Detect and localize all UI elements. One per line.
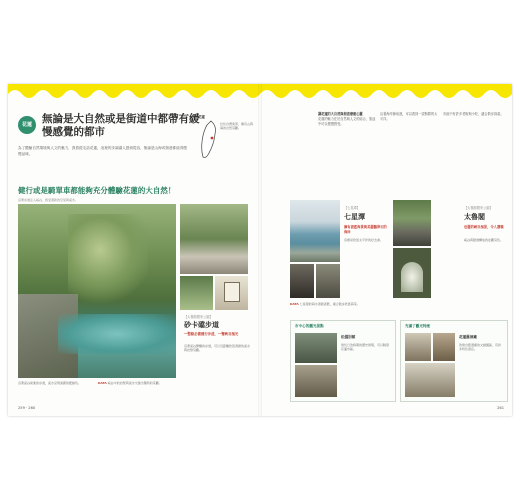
sights-photo-2: [295, 365, 337, 397]
plant-photo: [180, 276, 213, 310]
taiwan-map-box: [198, 114, 256, 174]
spot2-name: 太魯閣: [464, 212, 485, 221]
section-subnote: 沿著步道走入峽谷，感受清新的空氣與溪水。: [18, 198, 79, 202]
right-caption: [290, 302, 506, 306]
souvenir-photo-2: [433, 333, 455, 361]
gorge-road-photo: [393, 200, 431, 246]
map-label: 花蓮: [198, 115, 205, 119]
photo-caption-2: [98, 381, 178, 385]
souvenir-place-name: 花蓮舊酒廠: [459, 335, 477, 339]
taiwan-map-icon: [198, 120, 220, 160]
pebble-photo-1: [290, 264, 314, 298]
tunnel-photo: [393, 248, 431, 298]
souvenir-photo-1: [405, 333, 431, 361]
spot1-body: 這裡是欣賞太平洋的好去處。: [344, 238, 384, 242]
gorge-photo: [18, 204, 176, 378]
map-description: 位於台灣東部，擁有山與海的自然景觀。: [220, 122, 254, 131]
left-page: [8, 84, 260, 416]
sights-place-name: 松園別館: [341, 335, 356, 339]
spot2-body: 峽谷與隧道構成的壯觀景色。: [464, 238, 504, 242]
spot-subtitle: 一整條必備健行步道，一覽峽谷風光: [184, 332, 239, 336]
right-column-3: 市區中有許多老街與小吃，適合散步探索。: [443, 112, 504, 116]
spot1-tag: 【七星潭】: [344, 206, 360, 210]
spot-name: 砂卡礑步道: [184, 320, 219, 329]
page-number-left: 259 · 260: [18, 406, 36, 410]
right-column-2: 沿著海岸線前進，可以看到一望無際的太平洋。: [380, 112, 438, 121]
region-badge: 花蓮: [18, 116, 36, 134]
right-page: [260, 84, 512, 416]
sights-box-title: 市中心的觀光景點: [295, 324, 324, 328]
souvenir-place-text: 改建自舊酒廠的文創園區，有許多特色商店。: [459, 343, 502, 352]
spot2-tag: 【太魯閣國家公園】: [464, 206, 493, 210]
section-subhead: 健行或是騎單車都能夠充分體驗花蓮的大自然！: [18, 186, 176, 195]
souvenir-box: [400, 320, 508, 402]
data-label: DATA: [290, 302, 299, 306]
spot2-subtitle: 壯麗的峽谷風景，令人讚嘆: [464, 225, 504, 229]
spot1-subtitle: 擁有湛藍海景與美麗鵝卵石的海岸: [344, 225, 387, 234]
souvenir-photo-3: [405, 363, 455, 397]
right-caption-text: 七星潭的海水清澈湛藍，適合散步欣賞海景。: [299, 302, 360, 306]
spot-tag: 【太魯閣國家公園】: [184, 315, 213, 319]
spot-body: 沿著溪谷開鑿的步道，可以近距離欣賞清澈的溪水與岩壁景觀。: [184, 344, 251, 353]
trail-photo: [180, 204, 248, 274]
right-column-1-text: 花蓮的魅力在於自然與人文的結合，旅途中可以慢慢感受。: [318, 116, 376, 126]
data-label: DATA: [98, 381, 107, 385]
article-title: 無論是大自然或是街道中都帶有緩慢感覺的都市: [42, 113, 200, 138]
signboard-photo: [215, 276, 248, 310]
sea-photo: [290, 200, 340, 262]
photo-caption-1: 沿著溪谷前進的步道，溪水呈現美麗的藍綠色。: [18, 381, 82, 385]
spot1-name: 七星潭: [344, 212, 365, 221]
right-column-1: [318, 112, 376, 126]
caption-2-text: 峽谷中的岩壁與溪水交織出獨特的景觀。: [107, 381, 162, 385]
right-column-heading: 讓花蓮的大自然與街道療癒心靈: [318, 112, 363, 116]
sights-place-text: 建於日治時期的歷史建築，可以眺望花蓮市區。: [341, 343, 390, 352]
pebble-photo-2: [316, 264, 340, 298]
sights-box: [290, 320, 396, 402]
intro-paragraph: 為了體驗自然環境與人文的魅力，我曾經走訪花蓮，這裡的步調讓人感到從容，無論是山海或街巷都值得慢慢品味。: [18, 146, 187, 156]
magazine-spread: [8, 84, 512, 416]
page-number-right: 261: [497, 406, 504, 410]
sights-photo-1: [295, 333, 337, 363]
souvenir-box-title: 充滿了觀光特產: [405, 324, 431, 328]
